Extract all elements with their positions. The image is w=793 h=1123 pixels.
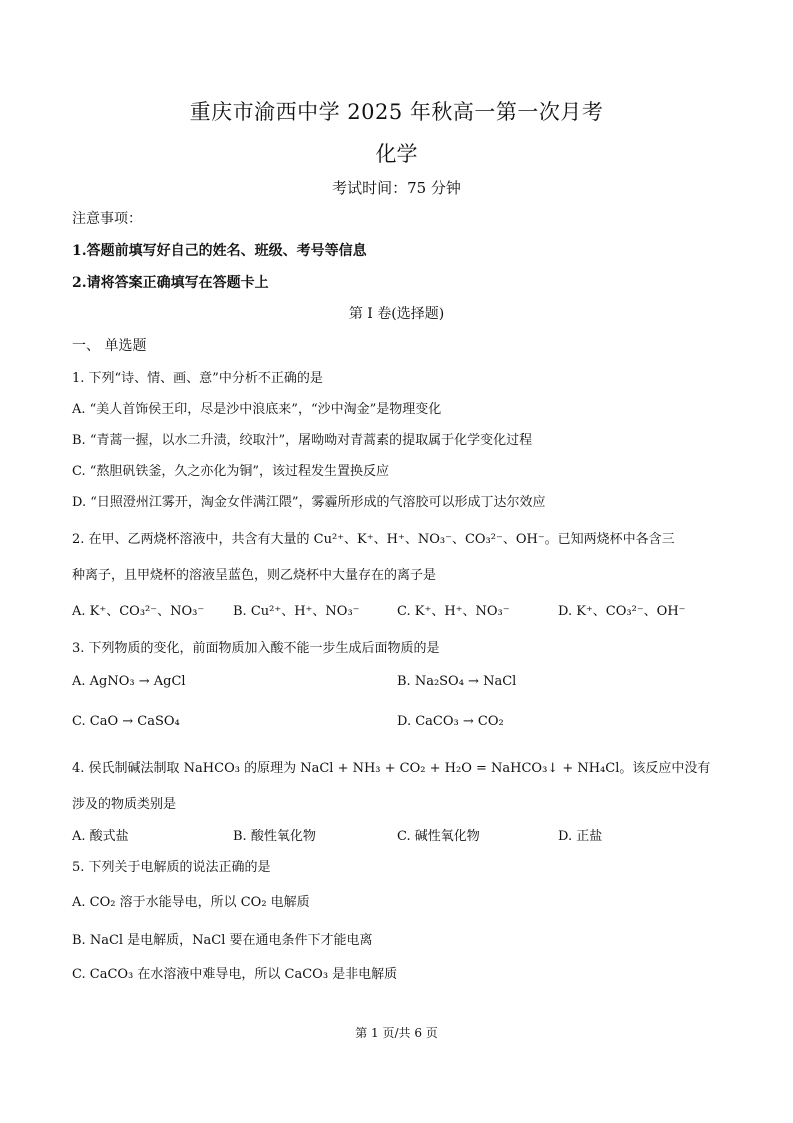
q5-option-b: B. NaCl 是电解质，NaCl 要在通电条件下才能电离 [72, 933, 373, 948]
exam-time: 考试时间：75 分钟 [332, 179, 461, 197]
volume-heading: 第 I 卷(选择题) [348, 306, 445, 322]
exam-title: 重庆市渝西中学 2025 年秋高一第一次月考 [189, 100, 604, 124]
q3-option-b: B. Na₂SO₄ → NaCl [397, 674, 517, 689]
q2-option-b: B. Cu²⁺、H⁺、NO₃⁻ [233, 604, 360, 619]
q3-option-a: A. AgNO₃ → AgCl [72, 674, 186, 689]
q2-option-d: D. K⁺、CO₃²⁻、OH⁻ [558, 604, 686, 619]
q3-option-d: D. CaCO₃ → CO₂ [397, 714, 504, 729]
q4-option-c: C. 碱性氧化物 [397, 829, 480, 844]
q2-option-c: C. K⁺、H⁺、NO₃⁻ [397, 604, 510, 619]
q4-option-a: A. 酸式盐 [72, 829, 129, 844]
q1-option-b: B. “青蒿一握，以水二升渍，绞取汁”，屠呦呦对青蒿素的提取属于化学变化过程 [72, 433, 533, 448]
q2-option-a: A. K⁺、CO₃²⁻、NO₃⁻ [72, 604, 205, 619]
q3-option-c: C. CaO → CaSO₄ [72, 714, 180, 729]
q1-option-d: D. “日照澄州江雾开，淘金女伴满江隈”，雾霾所形成的气溶胶可以形成丁达尔效应 [72, 495, 546, 510]
q1-option-c: C. “熬胆矾铁釜，久之亦化为铜”，该过程发生置换反应 [72, 464, 390, 479]
q4-option-b: B. 酸性氧化物 [233, 829, 316, 844]
q4-stem-line1: 4. 侯氏制碱法制取 NaHCO₃ 的原理为 NaCl + NH₃ + CO₂ + H₂O = NaHCO₃↓ + NH₄Cl。该反应中没有 [72, 761, 711, 776]
q5-option-c: C. CaCO₃ 在水溶液中难导电，所以 CaCO₃ 是非电解质 [72, 967, 398, 982]
q2-stem-line1: 2. 在甲、乙两烧杯溶液中，共含有大量的 Cu²⁺、K⁺、H⁺、NO₃⁻、CO₃²⁻、OH⁻。已知两烧杯中各含三 [72, 532, 675, 547]
q4-stem-line2: 涉及的物质类别是 [72, 797, 177, 812]
part-heading: 一、 单选题 [72, 338, 147, 354]
subject-title: 化学 [375, 142, 418, 166]
note-2: 2.请将答案正确填写在答题卡上 [72, 275, 269, 291]
q3-stem: 3. 下列物质的变化，前面物质加入酸不能一步生成后面物质的是 [72, 641, 440, 656]
q4-option-d: D. 正盐 [558, 829, 603, 844]
q2-stem-line2: 种离子，且甲烧杯的溶液呈蓝色，则乙烧杯中大量存在的离子是 [72, 568, 437, 583]
page-footer: 第 1 页/共 6 页 [355, 1026, 438, 1040]
notes-heading: 注意事项： [72, 211, 142, 227]
note-1: 1.答题前填写好自己的姓名、班级、考号等信息 [72, 243, 367, 259]
q5-option-a: A. CO₂ 溶于水能导电，所以 CO₂ 电解质 [72, 895, 310, 910]
q1-stem: 1. 下列“诗、情、画、意”中分析不正确的是 [72, 371, 323, 386]
q1-option-a: A. “美人首饰侯王印，尽是沙中浪底来”，“沙中淘金”是物理变化 [72, 402, 442, 417]
q5-stem: 5. 下列关于电解质的说法正确的是 [72, 860, 271, 875]
